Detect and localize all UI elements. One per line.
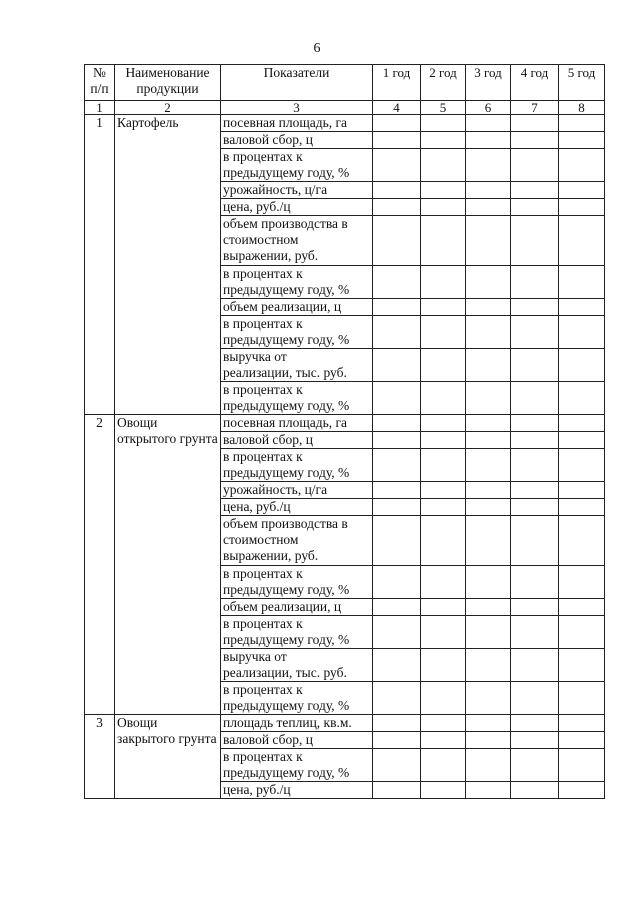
year-value-cell[interactable] [559, 149, 605, 182]
year-value-cell[interactable] [466, 299, 511, 316]
indicator-line: выражении, руб. [223, 248, 319, 263]
header-year-2: 2 год [421, 65, 466, 101]
indicator-cell [221, 415, 373, 432]
indicator-line: объем производства в [223, 516, 348, 531]
year-value-cell[interactable] [559, 182, 605, 199]
year-value-cell[interactable] [511, 266, 559, 299]
year-value-cell[interactable] [421, 382, 466, 415]
product-name: Овощи открытого грунта [115, 415, 221, 715]
indicator-cell [221, 516, 373, 566]
indicator-line: предыдущему году, % [223, 698, 350, 713]
indicator-cell [221, 682, 373, 715]
year-value-cell[interactable] [559, 566, 605, 599]
year-value-cell[interactable] [511, 415, 559, 432]
indicator-cell [221, 115, 373, 132]
indicator-cell [221, 299, 373, 316]
year-value-cell[interactable] [466, 115, 511, 132]
column-number: 6 [466, 101, 511, 115]
header-year-1: 1 год [373, 65, 421, 101]
year-value-cell[interactable] [559, 616, 605, 649]
indicator-line: объем производства в [223, 216, 348, 231]
year-value-cell[interactable] [421, 599, 466, 616]
year-value-cell[interactable] [511, 749, 559, 782]
indicator-line: урожайность, ц/га [223, 182, 328, 197]
year-value-cell[interactable] [373, 115, 421, 132]
year-value-cell[interactable] [421, 516, 466, 566]
indicator-line: предыдущему году, % [223, 765, 350, 780]
indicator-line: реализации, тыс. руб. [223, 365, 347, 380]
year-value-cell[interactable] [373, 149, 421, 182]
year-value-cell[interactable] [421, 649, 466, 682]
indicator-cell [221, 199, 373, 216]
year-value-cell[interactable] [559, 299, 605, 316]
year-value-cell[interactable] [373, 349, 421, 382]
product-name: Овощи закрытого грунта [115, 715, 221, 799]
year-value-cell[interactable] [373, 432, 421, 449]
year-value-cell[interactable] [373, 566, 421, 599]
year-value-cell[interactable] [511, 516, 559, 566]
header-product-name: Наименование продукции [115, 65, 221, 101]
year-value-cell[interactable] [466, 149, 511, 182]
year-value-cell[interactable] [421, 566, 466, 599]
year-value-cell[interactable] [511, 216, 559, 266]
indicator-line: выражении, руб. [223, 548, 319, 563]
year-value-cell[interactable] [466, 516, 511, 566]
column-number: 7 [511, 101, 559, 115]
indicator-cell [221, 149, 373, 182]
year-value-cell[interactable] [421, 182, 466, 199]
year-value-cell[interactable] [466, 216, 511, 266]
indicator-line: в процентах к [223, 566, 303, 581]
year-value-cell[interactable] [511, 349, 559, 382]
year-value-cell[interactable] [466, 432, 511, 449]
page-number: 6 [313, 41, 321, 56]
year-value-cell[interactable] [466, 499, 511, 516]
year-value-cell[interactable] [373, 449, 421, 482]
year-value-cell[interactable] [466, 782, 511, 799]
year-value-cell[interactable] [559, 216, 605, 266]
year-value-cell[interactable] [373, 682, 421, 715]
indicator-line: объем реализации, ц [223, 299, 342, 314]
year-value-cell[interactable] [466, 732, 511, 749]
indicator-line: выручка от [223, 349, 287, 364]
indicator-cell [221, 482, 373, 499]
year-value-cell[interactable] [466, 199, 511, 216]
year-value-cell[interactable] [466, 349, 511, 382]
year-value-cell[interactable] [559, 682, 605, 715]
year-value-cell[interactable] [511, 566, 559, 599]
year-value-cell[interactable] [511, 182, 559, 199]
year-value-cell[interactable] [373, 482, 421, 499]
indicator-line: предыдущему году, % [223, 398, 350, 413]
indicator-line: объем реализации, ц [223, 599, 342, 614]
year-value-cell[interactable] [466, 599, 511, 616]
year-value-cell[interactable] [559, 316, 605, 349]
year-value-cell[interactable] [511, 199, 559, 216]
indicator-line: предыдущему году, % [223, 465, 350, 480]
header-indicators: Показатели [221, 65, 373, 101]
year-value-cell[interactable] [559, 482, 605, 499]
indicator-line: цена, руб./ц [223, 782, 291, 797]
year-value-cell[interactable] [559, 499, 605, 516]
year-value-cell[interactable] [373, 649, 421, 682]
indicator-line: посевная площадь, га [223, 415, 348, 430]
year-value-cell[interactable] [466, 682, 511, 715]
table-body [85, 115, 605, 799]
indicator-line: стоимостном [223, 232, 299, 247]
year-value-cell[interactable] [511, 732, 559, 749]
indicator-cell [221, 266, 373, 299]
table-row [85, 115, 605, 132]
year-value-cell[interactable] [511, 132, 559, 149]
indicator-line: валовой сбор, ц [223, 432, 313, 447]
year-value-cell[interactable] [421, 616, 466, 649]
year-value-cell[interactable] [559, 415, 605, 432]
year-value-cell[interactable] [421, 415, 466, 432]
indicator-line: предыдущему году, % [223, 165, 350, 180]
indicator-line: в процентах к [223, 449, 303, 464]
column-number-row [85, 101, 605, 115]
product-number: 2 [85, 415, 115, 715]
year-value-cell[interactable] [373, 499, 421, 516]
indicator-cell [221, 216, 373, 266]
header-year-3: 3 год [466, 65, 511, 101]
indicator-line: в процентах к [223, 682, 303, 697]
year-value-cell[interactable] [511, 682, 559, 715]
header-row [85, 65, 605, 101]
indicator-line: урожайность, ц/га [223, 482, 328, 497]
year-value-cell[interactable] [373, 199, 421, 216]
indicator-cell [221, 449, 373, 482]
indicator-cell [221, 432, 373, 449]
year-value-cell[interactable] [421, 682, 466, 715]
year-value-cell[interactable] [466, 566, 511, 599]
year-value-cell[interactable] [421, 199, 466, 216]
indicator-cell [221, 715, 373, 732]
year-value-cell[interactable] [559, 649, 605, 682]
column-number: 2 [115, 101, 221, 115]
year-value-cell[interactable] [511, 432, 559, 449]
indicators-table [84, 64, 605, 799]
year-value-cell[interactable] [466, 715, 511, 732]
year-value-cell[interactable] [511, 599, 559, 616]
indicator-line: предыдущему году, % [223, 632, 350, 647]
indicator-cell [221, 349, 373, 382]
year-value-cell[interactable] [421, 499, 466, 516]
indicator-line: выручка от [223, 649, 287, 664]
year-value-cell[interactable] [466, 482, 511, 499]
indicator-cell [221, 649, 373, 682]
year-value-cell[interactable] [373, 715, 421, 732]
column-number: 4 [373, 101, 421, 115]
header-num: № п/п [85, 65, 115, 101]
year-value-cell[interactable] [421, 482, 466, 499]
indicator-line: валовой сбор, ц [223, 732, 313, 747]
year-value-cell[interactable] [559, 732, 605, 749]
year-value-cell[interactable] [466, 616, 511, 649]
indicator-line: посевная площадь, га [223, 115, 348, 130]
indicator-line: цена, руб./ц [223, 499, 291, 514]
indicator-cell [221, 382, 373, 415]
indicator-line: в процентах к [223, 149, 303, 164]
year-value-cell[interactable] [559, 432, 605, 449]
year-value-cell[interactable] [373, 299, 421, 316]
year-value-cell[interactable] [373, 382, 421, 415]
year-value-cell[interactable] [466, 382, 511, 415]
year-value-cell[interactable] [466, 649, 511, 682]
year-value-cell[interactable] [373, 316, 421, 349]
year-value-cell[interactable] [559, 599, 605, 616]
year-value-cell[interactable] [421, 432, 466, 449]
indicator-line: предыдущему году, % [223, 282, 350, 297]
indicator-cell [221, 782, 373, 799]
year-value-cell[interactable] [373, 216, 421, 266]
year-value-cell[interactable] [421, 132, 466, 149]
year-value-cell[interactable] [511, 649, 559, 682]
year-value-cell[interactable] [511, 715, 559, 732]
year-value-cell[interactable] [559, 782, 605, 799]
year-value-cell[interactable] [559, 449, 605, 482]
indicator-line: в процентах к [223, 749, 303, 764]
indicator-cell [221, 616, 373, 649]
column-number: 8 [559, 101, 605, 115]
year-value-cell[interactable] [511, 149, 559, 182]
year-value-cell[interactable] [466, 316, 511, 349]
year-value-cell[interactable] [511, 115, 559, 132]
year-value-cell[interactable] [466, 266, 511, 299]
indicator-line: в процентах к [223, 616, 303, 631]
year-value-cell[interactable] [466, 182, 511, 199]
year-value-cell[interactable] [421, 149, 466, 182]
year-value-cell[interactable] [373, 782, 421, 799]
year-value-cell[interactable] [559, 115, 605, 132]
year-value-cell[interactable] [511, 499, 559, 516]
year-value-cell[interactable] [373, 266, 421, 299]
year-value-cell[interactable] [421, 715, 466, 732]
indicator-line: в процентах к [223, 382, 303, 397]
year-value-cell[interactable] [421, 316, 466, 349]
indicator-cell [221, 132, 373, 149]
year-value-cell[interactable] [373, 749, 421, 782]
year-value-cell[interactable] [559, 199, 605, 216]
indicator-line: предыдущему году, % [223, 332, 350, 347]
indicator-line: цена, руб./ц [223, 199, 291, 214]
indicator-cell [221, 749, 373, 782]
indicator-cell [221, 182, 373, 199]
year-value-cell[interactable] [421, 749, 466, 782]
year-value-cell[interactable] [559, 266, 605, 299]
indicator-cell [221, 499, 373, 516]
product-name: Картофель [115, 115, 221, 415]
year-value-cell[interactable] [373, 415, 421, 432]
indicator-cell [221, 566, 373, 599]
year-value-cell[interactable] [373, 599, 421, 616]
indicator-line: стоимостном [223, 532, 299, 547]
year-value-cell[interactable] [511, 782, 559, 799]
indicator-line: реализации, тыс. руб. [223, 665, 347, 680]
year-value-cell[interactable] [421, 115, 466, 132]
year-value-cell[interactable] [421, 782, 466, 799]
year-value-cell[interactable] [421, 732, 466, 749]
year-value-cell[interactable] [559, 349, 605, 382]
indicator-cell [221, 732, 373, 749]
year-value-cell[interactable] [373, 132, 421, 149]
year-value-cell[interactable] [421, 266, 466, 299]
product-number: 3 [85, 715, 115, 799]
column-number: 1 [85, 101, 115, 115]
indicator-line: валовой сбор, ц [223, 132, 313, 147]
table-row [85, 415, 605, 432]
table-row [85, 715, 605, 732]
year-value-cell[interactable] [511, 382, 559, 415]
year-value-cell[interactable] [559, 132, 605, 149]
indicator-cell [221, 599, 373, 616]
year-value-cell[interactable] [559, 516, 605, 566]
year-value-cell[interactable] [559, 715, 605, 732]
year-value-cell[interactable] [373, 616, 421, 649]
year-value-cell[interactable] [559, 382, 605, 415]
year-value-cell[interactable] [421, 299, 466, 316]
year-value-cell[interactable] [466, 132, 511, 149]
year-value-cell[interactable] [511, 616, 559, 649]
header-year-5: 5 год [559, 65, 605, 101]
year-value-cell[interactable] [373, 516, 421, 566]
year-value-cell[interactable] [421, 449, 466, 482]
year-value-cell[interactable] [511, 482, 559, 499]
year-value-cell[interactable] [466, 415, 511, 432]
year-value-cell[interactable] [373, 732, 421, 749]
column-number: 3 [221, 101, 373, 115]
year-value-cell[interactable] [466, 449, 511, 482]
year-value-cell[interactable] [373, 182, 421, 199]
year-value-cell[interactable] [421, 349, 466, 382]
year-value-cell[interactable] [511, 316, 559, 349]
indicator-line: предыдущему году, % [223, 582, 350, 597]
year-value-cell[interactable] [511, 449, 559, 482]
header-year-4: 4 год [511, 65, 559, 101]
indicator-line: в процентах к [223, 316, 303, 331]
indicator-line: в процентах к [223, 266, 303, 281]
year-value-cell[interactable] [421, 216, 466, 266]
product-number: 1 [85, 115, 115, 415]
column-number: 5 [421, 101, 466, 115]
year-value-cell[interactable] [559, 749, 605, 782]
indicator-cell [221, 316, 373, 349]
year-value-cell[interactable] [511, 299, 559, 316]
indicator-line: площадь теплиц, кв.м. [223, 715, 352, 730]
year-value-cell[interactable] [466, 749, 511, 782]
